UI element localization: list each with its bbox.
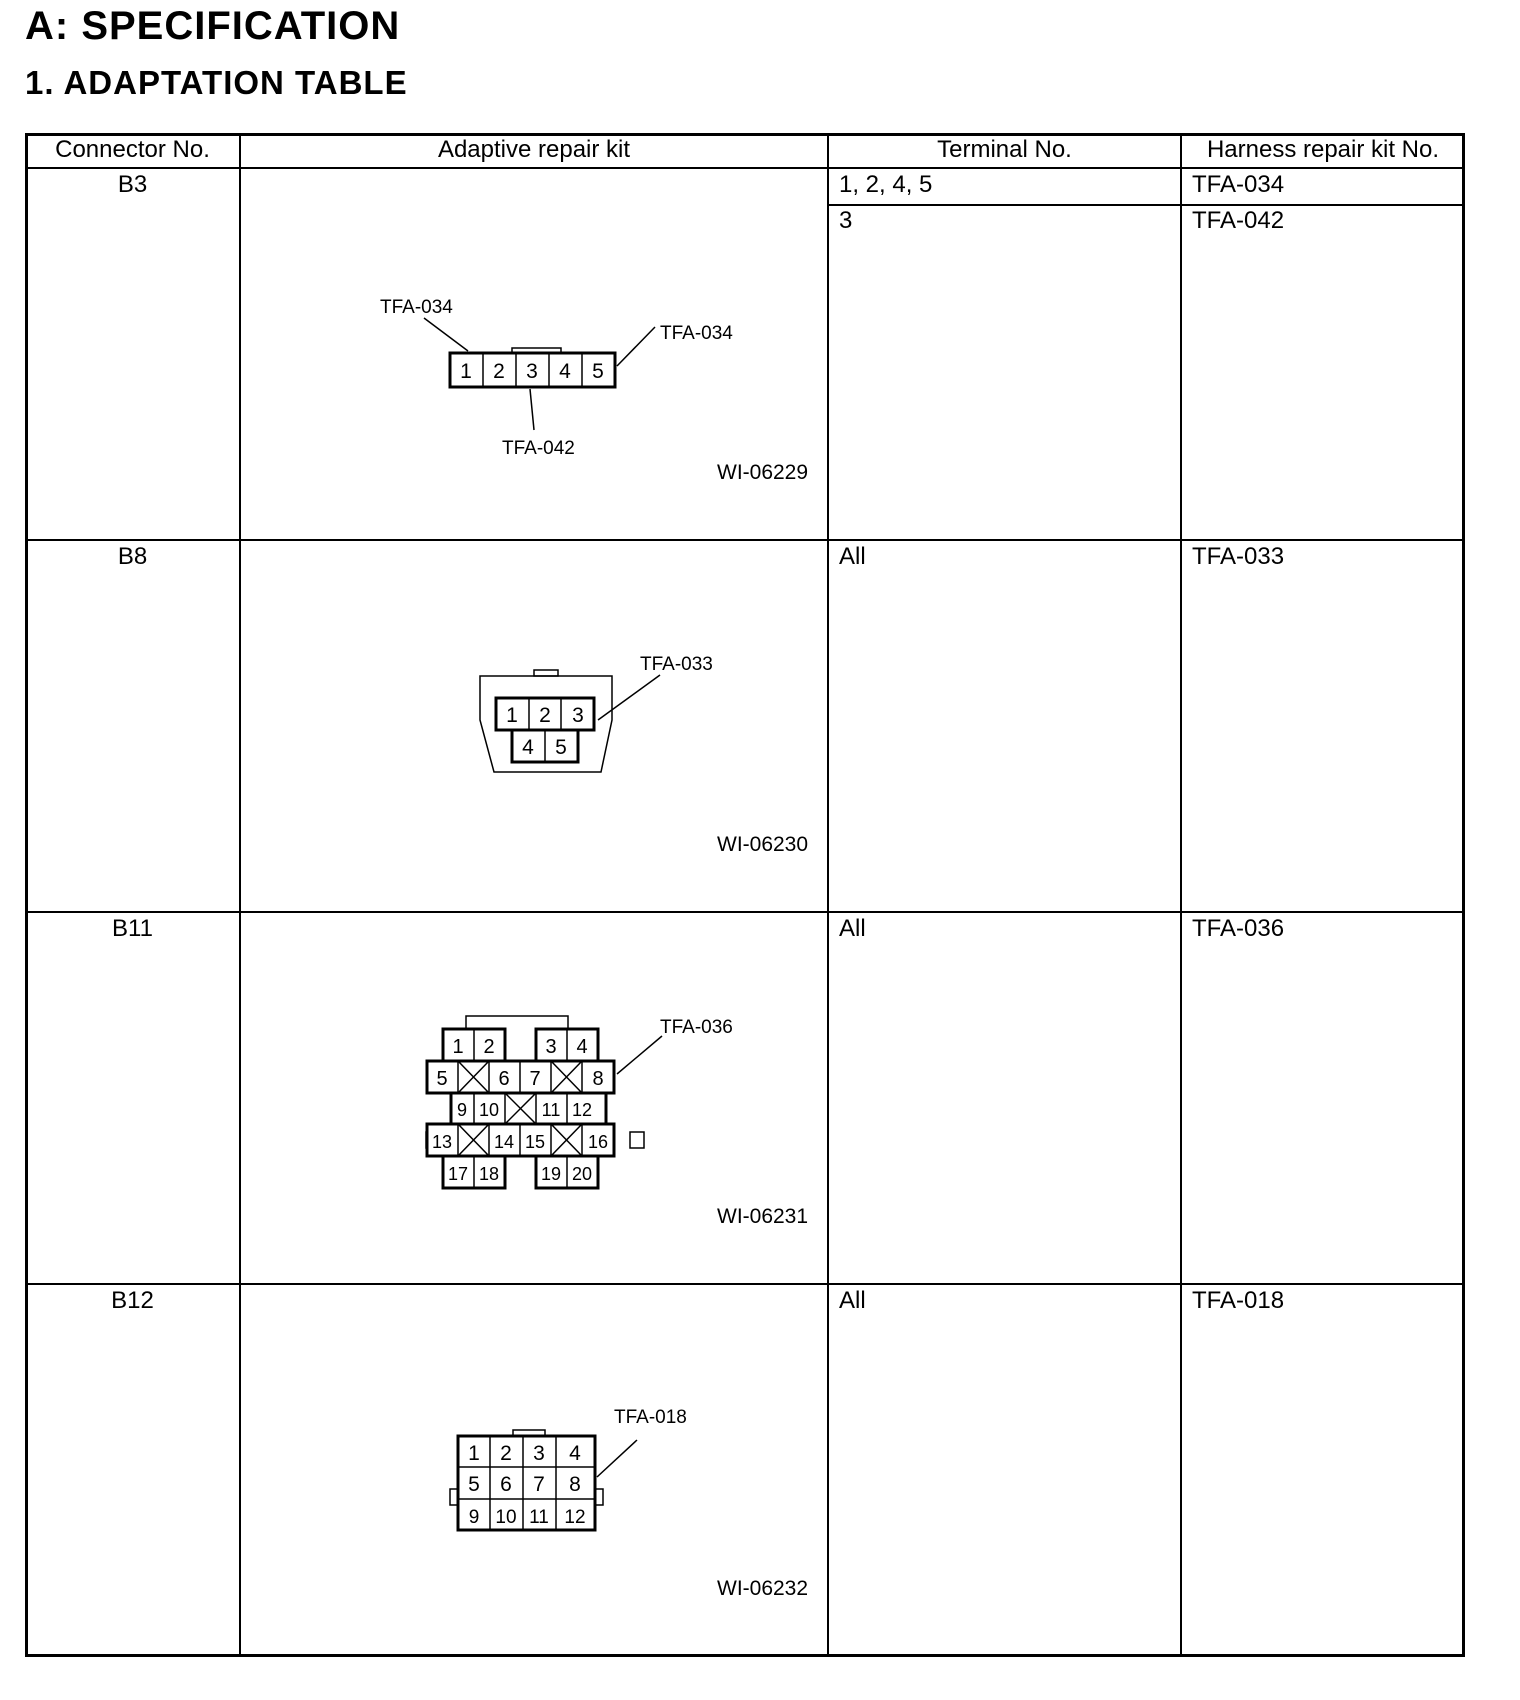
pin-2: 2 <box>483 1036 495 1058</box>
header-terminal-no: Terminal No. <box>937 136 1072 163</box>
pin-11: 11 <box>541 1100 561 1120</box>
pin-2: 2 <box>493 360 505 383</box>
pin-1: 1 <box>506 704 518 727</box>
figure-id-b11: WI-06231 <box>717 1205 809 1228</box>
callout-label: TFA-033 <box>640 654 713 675</box>
pin-3: 3 <box>526 360 538 383</box>
connector-b12: B12 <box>111 1287 154 1314</box>
kit-b11: TFA-036 <box>1192 915 1285 942</box>
section-title: A: SPECIFICATION <box>25 4 401 48</box>
adaptation-table <box>25 133 1465 1657</box>
header-harness-repair-kit-no: Harness repair kit No. <box>1206 136 1440 163</box>
kit-b3-b: TFA-042 <box>1192 207 1285 234</box>
figure-id-b8: WI-06230 <box>717 833 809 856</box>
pin-9: 9 <box>468 1507 480 1528</box>
kit-b12: TFA-018 <box>1192 1287 1285 1314</box>
pin-20: 20 <box>571 1164 593 1184</box>
pin-12: 12 <box>564 1507 586 1528</box>
connector-b8: B8 <box>117 543 148 570</box>
pin-1: 1 <box>460 360 472 383</box>
kit-b8: TFA-033 <box>1192 543 1285 570</box>
pin-4: 4 <box>569 1442 581 1465</box>
terminal-b12: All <box>839 1287 866 1314</box>
callout-label: TFA-042 <box>502 438 575 459</box>
pin-3: 3 <box>533 1442 545 1465</box>
terminal-b8: All <box>839 543 866 570</box>
terminal-b11: All <box>839 915 866 942</box>
header-adaptive-repair-kit: Adaptive repair kit <box>437 136 631 163</box>
callout-label: TFA-034 <box>380 297 453 318</box>
pin-16: 16 <box>587 1132 609 1152</box>
pin-7: 7 <box>533 1473 545 1496</box>
pin-17: 17 <box>447 1164 469 1184</box>
connector-b11: B11 <box>112 915 153 942</box>
pin-10: 10 <box>478 1100 500 1120</box>
pin-4: 4 <box>522 736 534 759</box>
pin-19: 19 <box>540 1164 562 1184</box>
pin-3: 3 <box>572 704 584 727</box>
pin-6: 6 <box>498 1068 510 1090</box>
terminal-b3-b: 3 <box>839 207 853 234</box>
subsection-title: 1. ADAPTATION TABLE <box>25 64 408 101</box>
pin-9: 9 <box>456 1100 468 1120</box>
pin-4: 4 <box>576 1036 588 1058</box>
pin-14: 14 <box>493 1132 515 1152</box>
figure-id-b3: WI-06229 <box>717 461 809 484</box>
pin-11: 11 <box>529 1507 549 1528</box>
pin-7: 7 <box>529 1068 541 1090</box>
figure-id-b12: WI-06232 <box>717 1577 809 1600</box>
pin-1: 1 <box>468 1442 480 1465</box>
pin-4: 4 <box>559 360 571 383</box>
terminal-b3-a: 1, 2, 4, 5 <box>839 171 933 198</box>
pin-2: 2 <box>500 1442 512 1465</box>
pin-5: 5 <box>592 360 604 383</box>
pin-15: 15 <box>524 1132 546 1152</box>
pin-13: 13 <box>431 1132 453 1152</box>
pin-6: 6 <box>500 1473 512 1496</box>
pin-8: 8 <box>569 1473 581 1496</box>
connector-b3: B3 <box>117 171 148 198</box>
pin-5: 5 <box>436 1068 448 1090</box>
pin-1: 1 <box>452 1036 464 1058</box>
pin-5: 5 <box>555 736 567 759</box>
pin-2: 2 <box>539 704 551 727</box>
pin-8: 8 <box>592 1068 604 1090</box>
pin-5: 5 <box>468 1473 480 1496</box>
header-connector-no: Connector No. <box>55 136 210 163</box>
pin-18: 18 <box>478 1164 500 1184</box>
callout-label: TFA-034 <box>660 323 733 344</box>
pin-10: 10 <box>495 1507 517 1528</box>
callout-label: TFA-036 <box>660 1017 733 1038</box>
kit-b3-a: TFA-034 <box>1192 171 1285 198</box>
pin-12: 12 <box>571 1100 593 1120</box>
callout-label: TFA-018 <box>614 1407 687 1428</box>
pin-3: 3 <box>545 1036 557 1058</box>
